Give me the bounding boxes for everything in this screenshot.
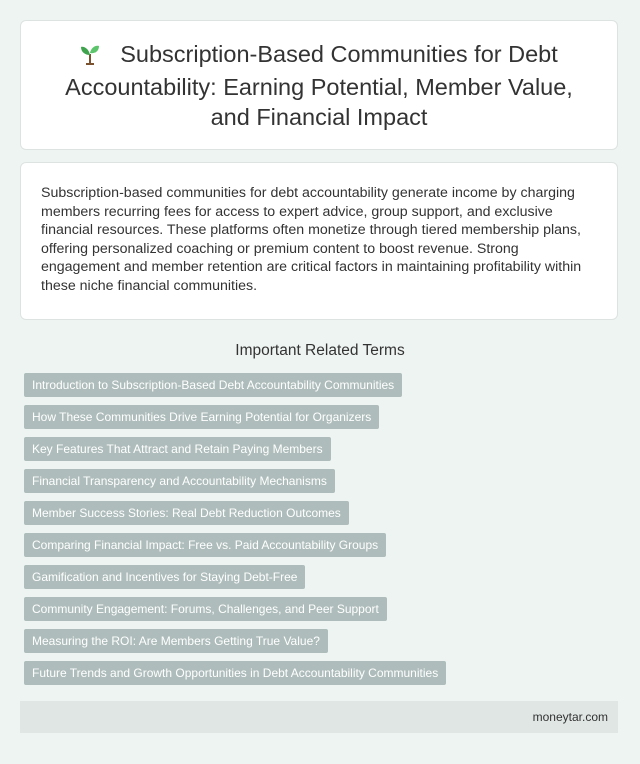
- related-terms-list: [24, 373, 446, 693]
- related-term-tag[interactable]: Future Trends and Growth Opportunities in Debt Accountability Communities: [24, 661, 446, 685]
- related-term-tag[interactable]: Comparing Financial Impact: Free vs. Paid Accountability Groups: [24, 533, 386, 557]
- related-term-tag[interactable]: Introduction to Subscription-Based Debt Accountability Communities: [24, 373, 402, 397]
- related-term-tag[interactable]: Measuring the ROI: Are Members Getting True Value?: [24, 629, 328, 653]
- sprout-icon: [80, 42, 100, 72]
- related-term-tag[interactable]: Gamification and Incentives for Staying Debt-Free: [24, 565, 305, 589]
- related-term-tag[interactable]: Key Features That Attract and Retain Paying Members: [24, 437, 331, 461]
- footer-bar: [20, 701, 618, 733]
- related-term-tag[interactable]: Community Engagement: Forums, Challenges, and Peer Support: [24, 597, 387, 621]
- title-card: [20, 20, 618, 150]
- title-text: Subscription-Based Communities for Debt Accountability: Earning Potential, Member Value, and Financial Impact: [65, 40, 573, 130]
- description-card: [20, 162, 618, 320]
- related-terms-heading: Important Related Terms: [235, 342, 405, 359]
- description-text: Subscription-based communities for debt accountability generate income by charging members recurring fees for access to expert advice, group support, and exclusive financial resources. These platforms often monetize through tiered membership plans, offering personalized coaching or premium content to boost revenue. Strong engagement and member retention are critical factors in maintaining profitability within these niche financial communities.: [41, 185, 582, 294]
- page-title: [49, 39, 589, 132]
- related-term-tag[interactable]: Financial Transparency and Accountability Mechanisms: [24, 469, 335, 493]
- related-term-tag[interactable]: Member Success Stories: Real Debt Reduction Outcomes: [24, 501, 349, 525]
- related-term-tag[interactable]: How These Communities Drive Earning Potential for Organizers: [24, 405, 379, 429]
- footer-site-link[interactable]: moneytar.com: [532, 710, 608, 724]
